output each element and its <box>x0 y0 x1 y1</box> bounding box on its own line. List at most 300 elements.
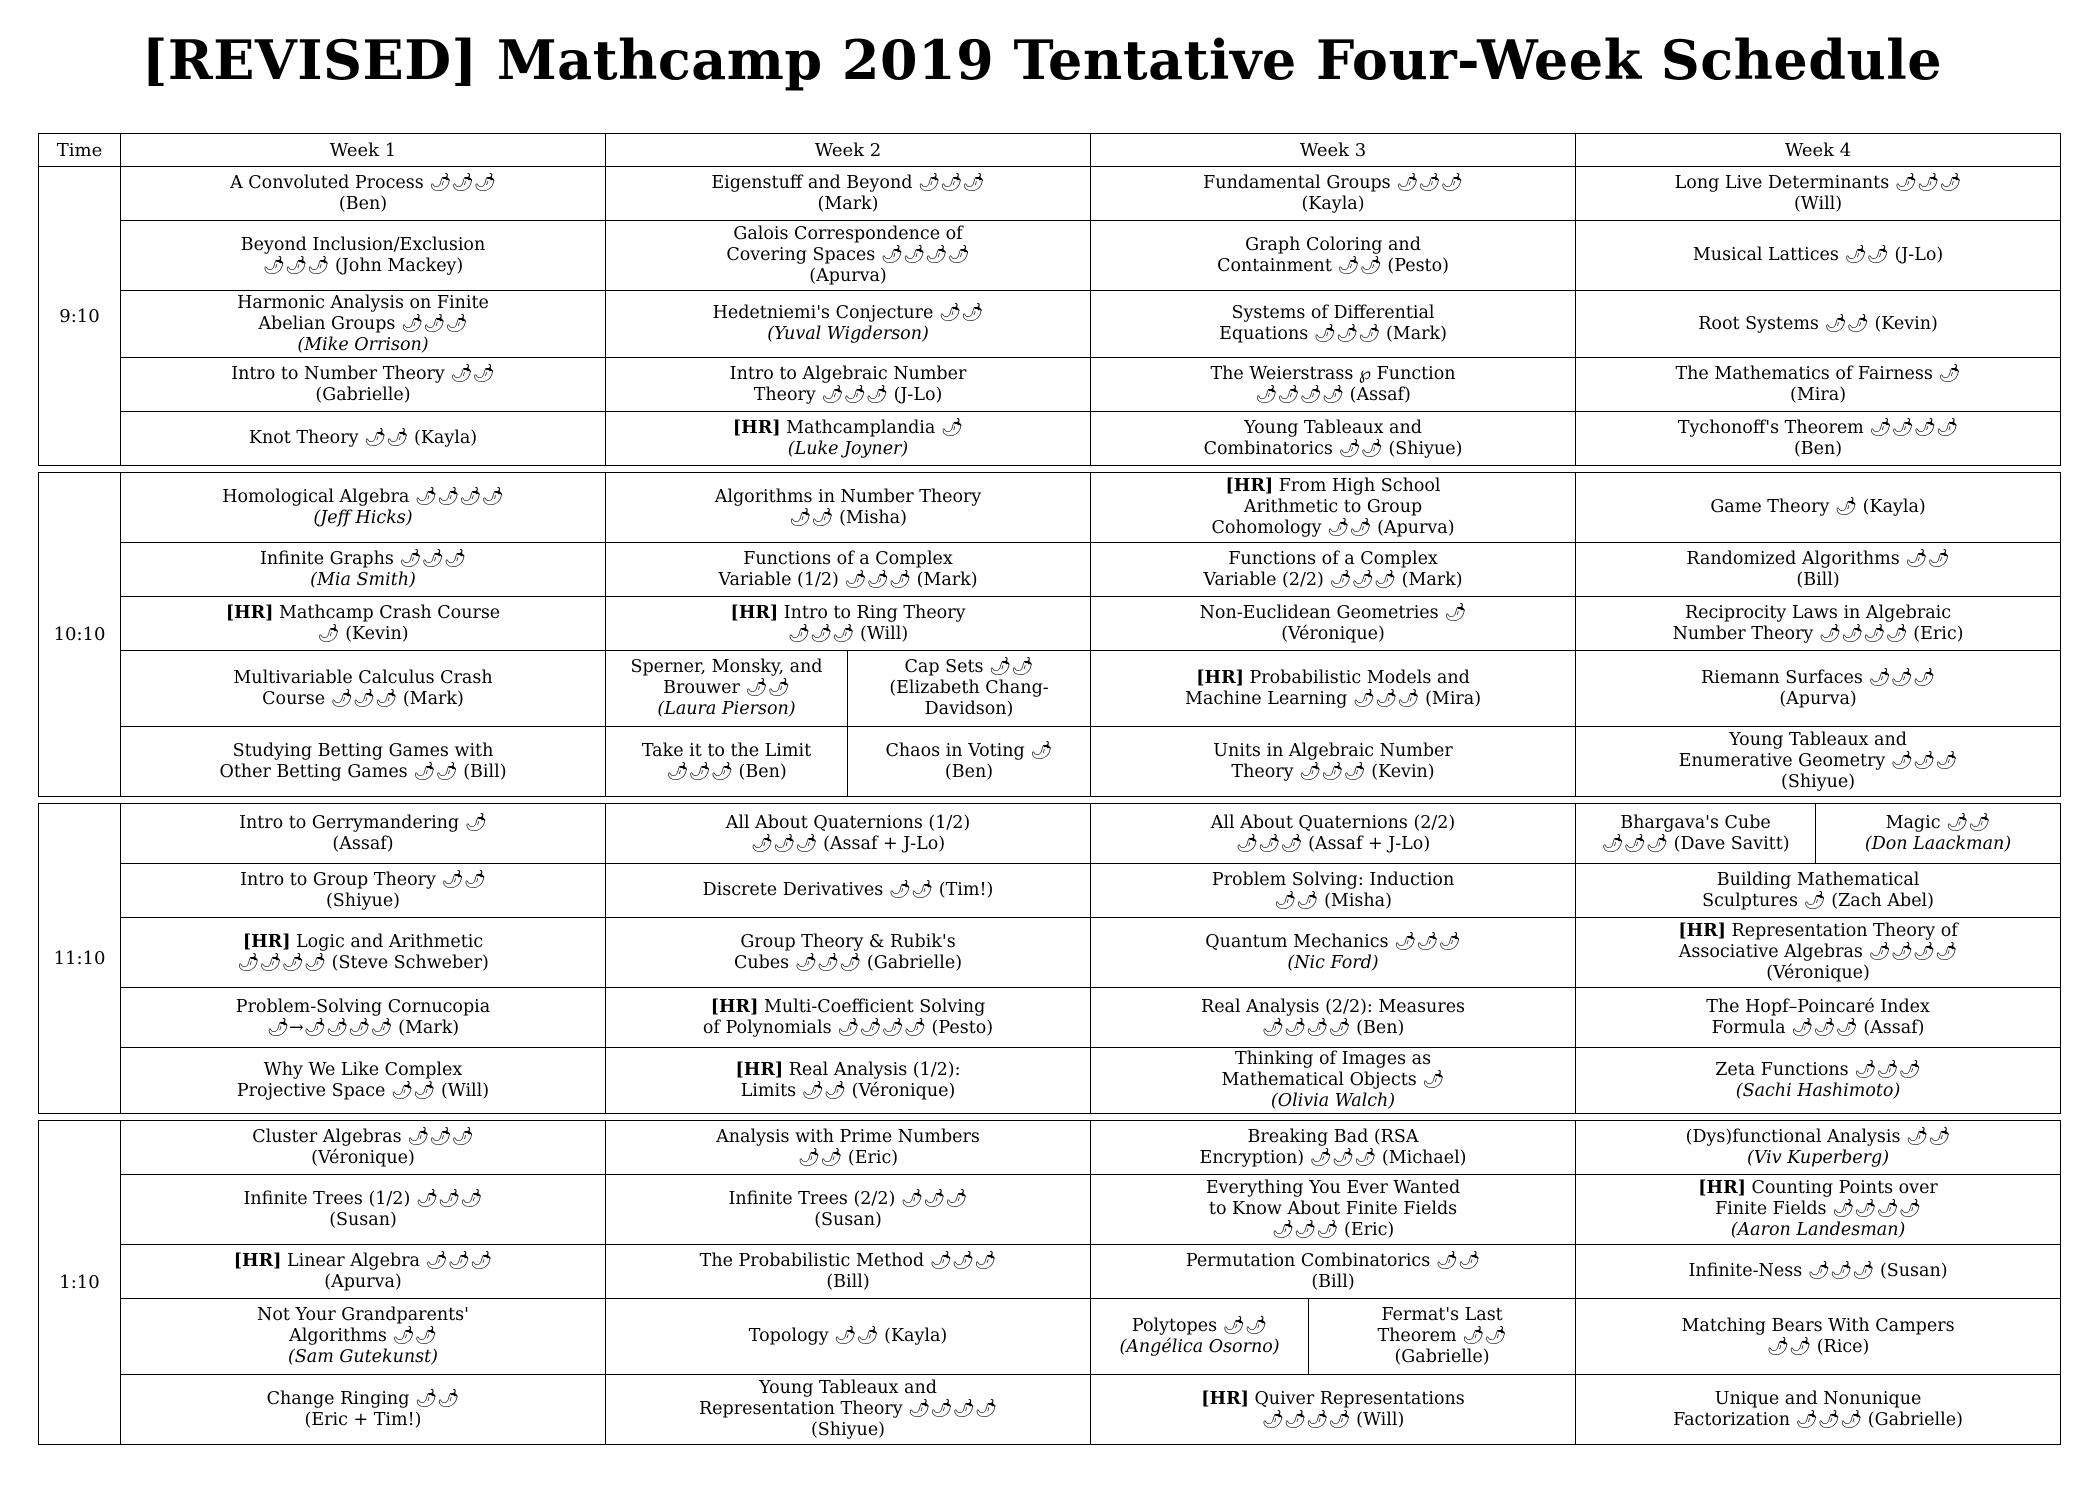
session-line <box>125 1251 601 1272</box>
session-cell <box>606 221 1091 291</box>
session-line: Infinite Trees (1/2) 🌶🌶🌶 <box>243 1188 483 1209</box>
table-row <box>39 358 2061 412</box>
session-cell <box>606 412 1091 466</box>
session-line: (Shiyue) <box>325 890 401 911</box>
session-line: Group Theory & Rubik's <box>740 931 956 952</box>
session-line: Variable (2/2) 🌶🌶🌶 (Mark) <box>1203 569 1463 590</box>
session-line: Theory 🌶🌶🌶 (J-Lo) <box>753 384 943 405</box>
session-cell <box>121 804 606 864</box>
session-line: (Mike Orrison) <box>297 334 429 355</box>
session-cell <box>1576 1375 2061 1445</box>
session-line: Hedetniemi's Conjecture 🌶🌶 <box>712 303 984 323</box>
session-line: Real Analysis (2/2): Measures <box>1201 996 1466 1017</box>
session-cell <box>1576 221 2061 291</box>
session-cell <box>1091 1245 1576 1299</box>
session-line: (Gabrielle) <box>315 384 411 405</box>
session-line: Fundamental Groups 🌶🌶🌶 <box>1203 172 1463 193</box>
session-cell-split <box>1576 804 1816 864</box>
session-line: (Shiyue) <box>1781 772 1856 792</box>
session-line: 🌶🌶🌶 (John Mackey) <box>262 255 464 276</box>
session-line: (Don Laackman) <box>1864 833 2012 854</box>
session-cell <box>606 1299 1091 1375</box>
session-line: (Nic Ford) <box>1287 952 1379 973</box>
session-line: Projective Space 🌶🌶 (Will) <box>236 1080 490 1101</box>
session-line: 🌶🌶🌶🌶 (Steve Schweber) <box>237 952 489 973</box>
table-row <box>39 1121 2061 1175</box>
session-line: 🌶🌶🌶 (Ben) <box>666 761 787 782</box>
hr-tag: [HR] <box>225 602 274 623</box>
session-line: Musical Lattices 🌶🌶 (J-Lo) <box>1692 245 1944 265</box>
session-cell <box>1576 543 2061 597</box>
session-line: 🌶🌶 (Eric) <box>797 1147 899 1168</box>
session-line: Limits 🌶🌶 (Véronique) <box>740 1080 956 1101</box>
session-line-text: Linear Algebra 🌶🌶🌶 <box>281 1250 493 1271</box>
separator-cell <box>39 1114 2061 1121</box>
session-cell <box>1576 1299 2061 1375</box>
session-line: Covering Spaces 🌶🌶🌶🌶 <box>726 245 970 265</box>
session-cell <box>606 864 1091 918</box>
session-cell <box>606 1121 1091 1175</box>
table-row <box>39 543 2061 597</box>
session-cell <box>606 1048 1091 1114</box>
session-line: Bhargava's Cube <box>1620 812 1771 833</box>
session-line: Eigenstuff and Beyond 🌶🌶🌶 <box>711 172 985 193</box>
session-line: Fermat's Last <box>1381 1305 1503 1325</box>
session-line: (Will) <box>1793 193 1843 214</box>
session-line: Randomized Algorithms 🌶🌶 <box>1686 548 1950 569</box>
hr-tag: [HR] <box>1225 476 1274 496</box>
session-line: (Laura Pierson) <box>657 699 796 719</box>
session-line: Cubes 🌶🌶🌶 (Gabrielle) <box>733 952 963 973</box>
session-line: Knot Theory 🌶🌶 (Kayla) <box>248 428 478 448</box>
session-line: Zeta Functions 🌶🌶🌶 <box>1715 1059 1921 1080</box>
session-line: (Bill) <box>826 1271 870 1292</box>
session-line: Other Betting Games 🌶🌶 (Bill) <box>219 761 507 782</box>
session-cell <box>1091 167 1576 221</box>
session-line: (Luke Joyner) <box>787 438 909 459</box>
session-cell <box>1091 864 1576 918</box>
session-line: The Probabilistic Method 🌶🌶🌶 <box>699 1250 997 1271</box>
session-line: Problem-Solving Cornucopia <box>235 996 491 1017</box>
session-line: Studying Betting Games with <box>232 740 494 761</box>
table-row <box>39 1299 2061 1375</box>
session-cell <box>1091 543 1576 597</box>
session-cell <box>1576 864 2061 918</box>
session-line: Intro to Gerrymandering 🌶 <box>239 812 487 833</box>
table-row <box>39 1048 2061 1114</box>
session-line: (Dys)functional Analysis 🌶🌶 <box>1685 1126 1951 1147</box>
session-cell <box>1576 412 2061 466</box>
session-line-text: Counting Points over <box>1745 1178 1938 1198</box>
session-line-text: Real Analysis (1/2): <box>783 1059 961 1080</box>
session-line: Intro to Algebraic Number <box>729 363 967 384</box>
session-cell <box>1576 291 2061 358</box>
session-line: Equations 🌶🌶🌶 (Mark) <box>1219 324 1447 344</box>
session-line: (Apurva) <box>1779 688 1857 709</box>
session-line: Everything You Ever Wanted <box>1205 1178 1461 1198</box>
session-line-text: Mathcamplandia 🌶 <box>780 417 964 438</box>
session-cell-split <box>1091 1299 1309 1375</box>
session-cell <box>1091 918 1576 988</box>
block-separator <box>39 466 2061 473</box>
session-line: The Mathematics of Fairness 🌶 <box>1675 363 1961 384</box>
session-line: (Apurva) <box>324 1271 402 1292</box>
session-cell <box>121 412 606 466</box>
session-line: (Susan) <box>329 1209 397 1230</box>
session-line: Algorithms 🌶🌶 <box>289 1326 437 1346</box>
session-line: Young Tableaux and <box>1729 730 1907 750</box>
session-cell <box>121 988 606 1048</box>
session-line: (Ben) <box>1793 438 1843 459</box>
session-cell <box>606 358 1091 412</box>
session-line: Change Ringing 🌶🌶 <box>266 1388 460 1409</box>
session-cell <box>606 597 1091 651</box>
session-line: Harmonic Analysis on Finite <box>237 292 489 313</box>
session-line <box>610 418 1086 439</box>
session-cell <box>1576 358 2061 412</box>
session-cell-split <box>848 651 1091 727</box>
session-line: 🌶🌶 (Misha) <box>1274 890 1392 911</box>
session-line <box>1095 476 1571 497</box>
session-cell <box>1091 221 1576 291</box>
session-line: (Mark) <box>817 193 879 214</box>
session-line: (Susan) <box>814 1209 882 1230</box>
session-line-text: Intro to Ring Theory <box>778 602 966 623</box>
session-line: Units in Algebraic Number <box>1213 740 1453 761</box>
table-row <box>39 221 2061 291</box>
session-line: Young Tableaux and <box>759 1378 937 1398</box>
session-cell <box>606 1175 1091 1245</box>
session-line: (Apurva) <box>809 266 887 286</box>
session-cell <box>606 167 1091 221</box>
session-line: Building Mathematical <box>1716 869 1920 890</box>
session-line: Non-Euclidean Geometries 🌶 <box>1199 602 1467 623</box>
session-line: Riemann Surfaces 🌶🌶🌶 <box>1700 667 1936 688</box>
session-cell <box>1091 358 1576 412</box>
session-line: 🌶 (Kevin) <box>317 623 409 644</box>
session-line: Number Theory 🌶🌶🌶🌶 (Eric) <box>1672 623 1964 644</box>
table-row <box>39 727 2061 797</box>
hr-tag: [HR] <box>233 1250 282 1271</box>
session-cell <box>121 221 606 291</box>
session-line: Representation Theory 🌶🌶🌶🌶 <box>698 1399 998 1419</box>
session-cell <box>1576 1245 2061 1299</box>
session-line: Sculptures 🌶 (Zach Abel) <box>1702 890 1934 911</box>
session-cell <box>606 473 1091 543</box>
session-line <box>1095 1389 1571 1410</box>
session-line: Galois Correspondence of <box>733 224 963 244</box>
hr-tag: [HR] <box>1678 921 1726 941</box>
session-line: Breaking Bad (RSA <box>1247 1126 1419 1147</box>
session-line <box>1580 921 2056 942</box>
session-line: Quantum Mechanics 🌶🌶🌶 <box>1205 931 1461 952</box>
separator-cell <box>39 466 2061 473</box>
schedule-body <box>39 167 2061 1445</box>
table-row <box>39 1375 2061 1445</box>
session-cell <box>121 291 606 358</box>
session-line-text: Multi-Coefficient Solving <box>758 996 986 1017</box>
session-line: Chaos in Voting 🌶 <box>885 740 1053 761</box>
session-line <box>1095 668 1571 689</box>
session-cell <box>121 1375 606 1445</box>
session-line-text: Probabilistic Models and <box>1243 667 1470 688</box>
session-line <box>610 1060 1086 1081</box>
session-line: Formula 🌶🌶🌶 (Assaf) <box>1711 1017 1925 1038</box>
session-cell <box>121 727 606 797</box>
session-line: Davidson) <box>924 699 1014 719</box>
page-title: [REVISED] Mathcamp 2019 Tentative Four-Week Schedule <box>141 28 1943 92</box>
session-cell <box>1091 412 1576 466</box>
session-line: All About Quaternions (1/2) <box>725 812 971 833</box>
time-slot: 10:10 <box>39 473 121 797</box>
session-cell <box>1091 804 1576 864</box>
table-row <box>39 651 2061 727</box>
session-line: Encryption) 🌶🌶🌶 (Michael) <box>1199 1147 1467 1168</box>
session-line: 🌶🌶🌶 (Eric) <box>1271 1220 1395 1240</box>
session-line: Infinite-Ness 🌶🌶🌶 (Susan) <box>1688 1261 1948 1281</box>
table-row <box>39 988 2061 1048</box>
session-line: Sperner, Monsky, and <box>630 657 823 677</box>
session-line: Magic 🌶🌶 <box>1885 812 1991 833</box>
session-line: 🌶🌶🌶🌶 (Assaf) <box>1255 384 1411 405</box>
session-line: Brouwer 🌶🌶 <box>663 678 790 698</box>
session-line: 🌶🌶🌶🌶 (Will) <box>1261 1409 1405 1430</box>
session-cell <box>1091 597 1576 651</box>
hr-tag: [HR] <box>735 1059 784 1080</box>
session-cell <box>606 918 1091 988</box>
session-cell <box>121 358 606 412</box>
session-line: 🌶🌶🌶🌶 (Ben) <box>1261 1017 1405 1038</box>
session-line: 🌶🌶🌶 (Assaf + J-Lo) <box>1235 833 1431 854</box>
session-line: Multivariable Calculus Crash <box>233 667 493 688</box>
session-line: Intro to Number Theory 🌶🌶 <box>231 363 495 384</box>
session-line: Cohomology 🌶🌶 (Apurva) <box>1211 518 1455 538</box>
session-line <box>610 997 1086 1018</box>
session-line: (Mira) <box>1790 384 1847 405</box>
session-line: (Sam Gutekunst) <box>287 1347 439 1367</box>
session-line: Reciprocity Laws in Algebraic <box>1684 602 1952 623</box>
header-week-2: Week 2 <box>606 134 1091 167</box>
session-line: Containment 🌶🌶 (Pesto) <box>1217 255 1449 276</box>
session-line: to Know About Finite Fields <box>1208 1199 1458 1219</box>
session-line: Factorization 🌶🌶🌶 (Gabrielle) <box>1673 1409 1963 1430</box>
session-cell <box>1091 651 1576 727</box>
session-cell <box>121 1121 606 1175</box>
session-cell-split <box>848 727 1091 797</box>
table-row <box>39 412 2061 466</box>
session-line <box>1580 1178 2056 1199</box>
session-line: 🌶→🌶🌶🌶🌶 (Mark) <box>266 1017 460 1038</box>
session-line: (Bill) <box>1796 569 1840 590</box>
session-cell <box>1576 918 2061 988</box>
session-cell <box>606 291 1091 358</box>
session-cell <box>121 1299 606 1375</box>
session-cell <box>606 543 1091 597</box>
hr-tag: [HR] <box>730 602 779 623</box>
session-line: The Weierstrass ℘ Function <box>1210 363 1456 384</box>
session-line: Young Tableaux and <box>1244 417 1422 438</box>
session-line: Analysis with Prime Numbers <box>716 1126 980 1147</box>
session-line: Systems of Differential <box>1231 303 1435 323</box>
session-line: 🌶🌶🌶 (Dave Savitt) <box>1601 833 1790 854</box>
session-cell <box>606 1375 1091 1445</box>
session-line: 🌶🌶 (Misha) <box>789 507 907 528</box>
session-line <box>610 603 1086 624</box>
session-line: Take it to the Limit <box>641 740 812 761</box>
session-line: Beyond Inclusion/Exclusion <box>240 234 486 255</box>
session-line: A Convoluted Process 🌶🌶🌶 <box>230 172 496 193</box>
session-line: Infinite Trees (2/2) 🌶🌶🌶 <box>728 1188 968 1209</box>
session-cell <box>1576 1121 2061 1175</box>
session-cell <box>1091 988 1576 1048</box>
session-cell <box>1091 1375 1576 1445</box>
session-line: (Véronique) <box>311 1147 415 1168</box>
session-line: 🌶🌶🌶 (Will) <box>787 623 909 644</box>
session-cell <box>1091 1121 1576 1175</box>
session-line: (Gabrielle) <box>1394 1347 1490 1367</box>
header-week-3: Week 3 <box>1091 134 1576 167</box>
session-line: Cluster Algebras 🌶🌶🌶 <box>252 1126 474 1147</box>
session-line: Variable (1/2) 🌶🌶🌶 (Mark) <box>718 569 978 590</box>
time-slot: 9:10 <box>39 167 121 466</box>
session-line: (Elizabeth Chang- <box>889 678 1049 698</box>
hr-tag: [HR] <box>1201 1388 1249 1409</box>
session-line: Unique and Nonunique <box>1714 1388 1922 1409</box>
hr-tag: [HR] <box>1196 667 1244 688</box>
session-cell <box>1576 651 2061 727</box>
block-separator <box>39 797 2061 804</box>
hr-tag: [HR] <box>242 931 291 952</box>
session-cell <box>1576 597 2061 651</box>
session-line <box>125 603 601 624</box>
session-line: Algorithms in Number Theory <box>714 486 982 507</box>
time-slot: 1:10 <box>39 1121 121 1445</box>
session-line: (Eric + Tim!) <box>304 1409 422 1430</box>
session-line: (Bill) <box>1311 1271 1355 1292</box>
session-line: Enumerative Geometry 🌶🌶🌶 <box>1678 751 1958 771</box>
session-cell <box>1576 727 2061 797</box>
session-line: Long Live Determinants 🌶🌶🌶 <box>1674 172 1962 193</box>
session-cell <box>606 988 1091 1048</box>
session-cell <box>121 473 606 543</box>
session-line: Not Your Grandparents' <box>257 1305 469 1325</box>
session-line: Infinite Graphs 🌶🌶🌶 <box>259 548 467 569</box>
session-line: (Ben) <box>944 761 994 782</box>
session-line-text: Quiver Representations <box>1248 1388 1465 1409</box>
session-cell <box>121 1245 606 1299</box>
session-line: (Angélica Osorno) <box>1119 1336 1280 1357</box>
session-line: (Sachi Hashimoto) <box>1735 1080 1901 1101</box>
header-week-4: Week 4 <box>1576 134 2061 167</box>
header-week-1: Week 1 <box>121 134 606 167</box>
session-line: Graph Coloring and <box>1245 234 1421 255</box>
session-line: Tychonoff's Theorem 🌶🌶🌶🌶 <box>1677 417 1959 438</box>
session-cell-split <box>606 727 848 797</box>
session-line: Functions of a Complex <box>1228 548 1438 569</box>
session-cell <box>121 918 606 988</box>
hr-tag: [HR] <box>1698 1178 1746 1198</box>
session-cell <box>121 167 606 221</box>
session-line-text: Representation Theory of <box>1725 921 1958 941</box>
session-line: 🌶🌶 (Rice) <box>1766 1336 1870 1357</box>
header-time: Time <box>39 134 121 167</box>
session-line: Matching Bears With Campers <box>1681 1315 1955 1336</box>
session-cell <box>1576 1175 2061 1245</box>
session-line: Game Theory 🌶 (Kayla) <box>1710 497 1926 517</box>
session-line: 🌶🌶🌶 (Assaf + J-Lo) <box>750 833 946 854</box>
table-row <box>39 804 2061 864</box>
session-cell <box>121 1175 606 1245</box>
table-row <box>39 473 2061 543</box>
session-line: Course 🌶🌶🌶 (Mark) <box>262 688 464 709</box>
session-cell <box>1576 473 2061 543</box>
session-line: Permutation Combinatorics 🌶🌶 <box>1185 1250 1481 1271</box>
session-line: Functions of a Complex <box>743 548 953 569</box>
session-line: Cap Sets 🌶🌶 <box>904 657 1034 677</box>
session-line: Abelian Groups 🌶🌶🌶 <box>258 313 468 334</box>
session-line: Homological Algebra 🌶🌶🌶🌶 <box>222 486 504 507</box>
session-line: (Ben) <box>338 193 388 214</box>
session-cell <box>606 804 1091 864</box>
session-line: Why We Like Complex <box>263 1059 463 1080</box>
schedule-table <box>38 133 2061 1445</box>
session-cell-split <box>606 651 848 727</box>
session-line: Theory 🌶🌶🌶 (Kevin) <box>1231 761 1435 782</box>
session-cell-split <box>1816 804 2061 864</box>
session-line: Intro to Group Theory 🌶🌶 <box>240 869 486 890</box>
session-line: (Aaron Landesman) <box>1730 1220 1906 1240</box>
session-line: Associative Algebras 🌶🌶🌶🌶 <box>1678 942 1958 962</box>
session-line <box>125 932 601 953</box>
session-line: (Véronique) <box>1766 963 1870 983</box>
session-line: Arithmetic to Group <box>1243 497 1423 517</box>
session-line: (Viv Kuperberg) <box>1747 1147 1890 1168</box>
session-cell-split <box>1309 1299 1576 1375</box>
session-cell <box>1576 988 2061 1048</box>
session-line: (Yuval Wigderson) <box>767 324 929 344</box>
separator-cell <box>39 797 2061 804</box>
table-row <box>39 864 2061 918</box>
session-cell <box>1576 167 2061 221</box>
session-line: (Kayla) <box>1301 193 1365 214</box>
session-line: Machine Learning 🌶🌶🌶 (Mira) <box>1184 688 1482 709</box>
hr-tag: [HR] <box>732 417 781 438</box>
session-line: Thinking of Images as <box>1234 1049 1432 1069</box>
session-line: Mathematical Objects 🌶 <box>1221 1070 1445 1090</box>
session-cell <box>121 864 606 918</box>
session-line-text: Logic and Arithmetic <box>290 931 484 952</box>
table-row <box>39 167 2061 221</box>
table-row <box>39 291 2061 358</box>
table-row <box>39 597 2061 651</box>
table-row <box>39 1175 2061 1245</box>
session-line: (Shiyue) <box>810 1420 886 1440</box>
block-separator <box>39 1114 2061 1121</box>
session-line: Topology 🌶🌶 (Kayla) <box>748 1326 948 1346</box>
session-line: of Polynomials 🌶🌶🌶🌶 (Pesto) <box>702 1017 994 1038</box>
session-cell <box>121 1048 606 1114</box>
session-line: Problem Solving: Induction <box>1211 869 1455 890</box>
session-line: (Mia Smith) <box>310 569 416 590</box>
session-cell <box>121 597 606 651</box>
session-cell <box>1091 291 1576 358</box>
session-line: All About Quaternions (2/2) <box>1210 812 1456 833</box>
session-line: (Véronique) <box>1281 623 1385 644</box>
session-line: Theorem 🌶🌶 <box>1377 1326 1507 1346</box>
session-cell <box>606 1245 1091 1299</box>
table-row <box>39 1245 2061 1299</box>
table-row <box>39 918 2061 988</box>
